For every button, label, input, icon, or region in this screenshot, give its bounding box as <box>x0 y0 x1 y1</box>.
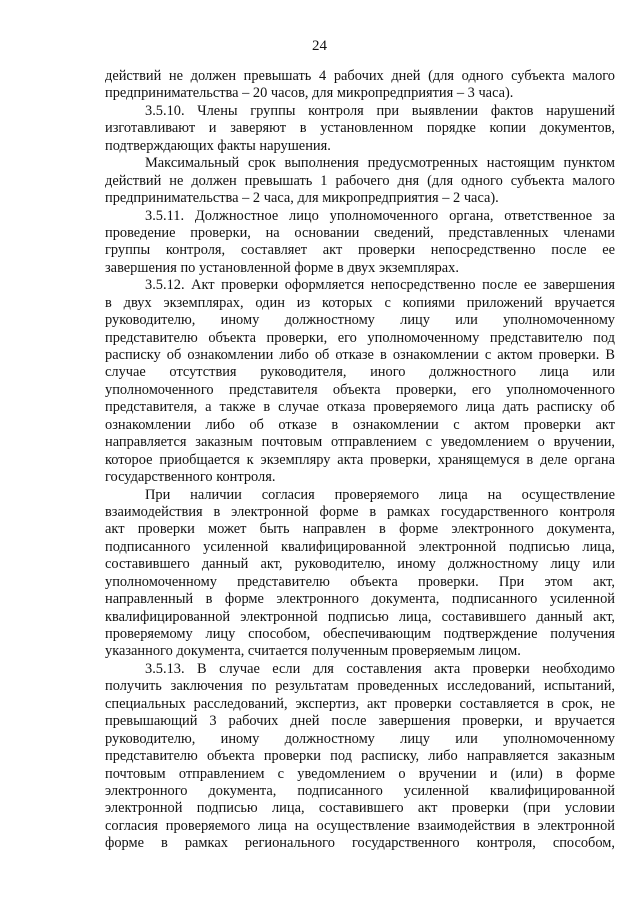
text-line: форме в рамках регионального государственного контроля, способом, <box>105 835 615 852</box>
text-line: направленный в форме электронного документа, подписанного усиленной <box>105 591 615 608</box>
text-line: подписанного усиленной квалифицированной электронной подписью лица, <box>105 538 615 555</box>
text-line: проверяемому лицу способом, обеспечивающим подтверждение получения <box>105 626 615 642</box>
text-line: получить заключения по результатам проведенных исследований, испытаний, <box>105 678 615 695</box>
text-line: представителю объекта проверки, его уполномоченному представителю под <box>105 329 615 346</box>
text-line: 3.5.11. Должностное лицо уполномоченного органа, ответственное за <box>145 207 615 224</box>
text-line: завершения по установленной форме в двух экземплярах. <box>105 259 459 276</box>
text-line: которое приобщается к экземпляру акта проверки, хранящемуся в деле органа <box>105 451 615 468</box>
text-line: уполномоченного представителя объекта проверки, его уполномоченного <box>105 381 615 398</box>
text-line: уполномоченному представителю объекта проверки. При этом акт, <box>105 573 615 590</box>
text-line: 3.5.12. Акт проверки оформляется непосредственно после ее завершения <box>145 277 615 294</box>
text-line: взаимодействия в электронной форме в рамках государственного контроля <box>105 503 615 520</box>
text-line: государственного контроля. <box>105 469 276 486</box>
text-line: электронного документа, подписанного усиленной квалифицированной <box>105 782 615 799</box>
text-line: представителя, а также в случае отказа проверяемого лица дать расписку об <box>105 399 615 416</box>
page-number: 24 <box>312 38 327 54</box>
text-line: составившего данный акт, руководителю, иному должностному лицу или <box>105 556 615 573</box>
text-line: изготавливают и заверяют в установленном порядке копии документов, <box>105 120 615 137</box>
text-line: действий не должен превышать 1 рабочего дня (для одного субъекта малого <box>105 172 615 189</box>
text-line: руководителю, иному должностному лицу или уполномоченному <box>105 312 615 329</box>
text-line: представителю объекта проверки под расписку, либо направляется заказным <box>105 748 615 765</box>
text-line: подтверждающих факты нарушения. <box>105 137 331 154</box>
text-line: руководителю, иному должностному лицу или уполномоченному <box>105 730 615 747</box>
text-line: 3.5.13. В случае если для составления акта проверки необходимо <box>145 660 615 677</box>
text-line: предпринимательства – 2 часа, для микропредприятия – 2 часа). <box>105 190 499 207</box>
text-line: группы контроля, составляет акт проверки непосредственно после ее <box>105 242 615 259</box>
text-line: превышающий 3 рабочих дней после завершения проверки, и вручается <box>105 713 615 730</box>
text-line: электронной подписью лица, составившего акт проверки (при условии <box>105 800 615 817</box>
text-line: в двух экземплярах, один из которых с копиями приложений вручается <box>105 294 615 311</box>
text-line: расписку об ознакомлении либо об отказе в ознакомлении с актом проверки. В <box>105 347 615 363</box>
text-line: Максимальный срок выполнения предусмотренных настоящим пунктом <box>145 155 615 172</box>
text-line: При наличии согласия проверяемого лица на осуществление <box>145 486 615 503</box>
body-text <box>105 68 615 853</box>
text-line: предпринимательства – 20 часов, для микропредприятия – 3 часа). <box>105 85 514 102</box>
text-line: согласия проверяемого лица на осуществление взаимодействия в электронной <box>105 817 615 834</box>
text-line: специальных расследований, экспертиз, акт проверки составляется в срок, не <box>105 695 615 712</box>
text-line: направляется заказным почтовым отправлением с уведомлением о вручении, <box>105 434 615 451</box>
text-line: проведение проверки, на основании сведений, представленных членами <box>105 224 615 241</box>
text-line: действий не должен превышать 4 рабочих дней (для одного субъекта малого <box>105 68 615 84</box>
text-line: случае отсутствия руководителя, иного должностного лица или <box>105 364 615 381</box>
text-line: акт проверки может быть направлен в форме электронного документа, <box>105 521 615 538</box>
text-line: квалифицированной электронной подписью лица, составившего данный акт, <box>105 608 615 625</box>
text-line: указанного документа, считается полученным проверяемым лицом. <box>105 643 521 660</box>
text-line: почтовым отправлением с уведомлением о вручении и (или) в форме <box>105 765 615 782</box>
text-line: ознакомлении либо об отказе в ознакомлении с актом проверки акт <box>105 416 615 433</box>
text-line: 3.5.10. Члены группы контроля при выявлении фактов нарушений <box>145 102 615 119</box>
